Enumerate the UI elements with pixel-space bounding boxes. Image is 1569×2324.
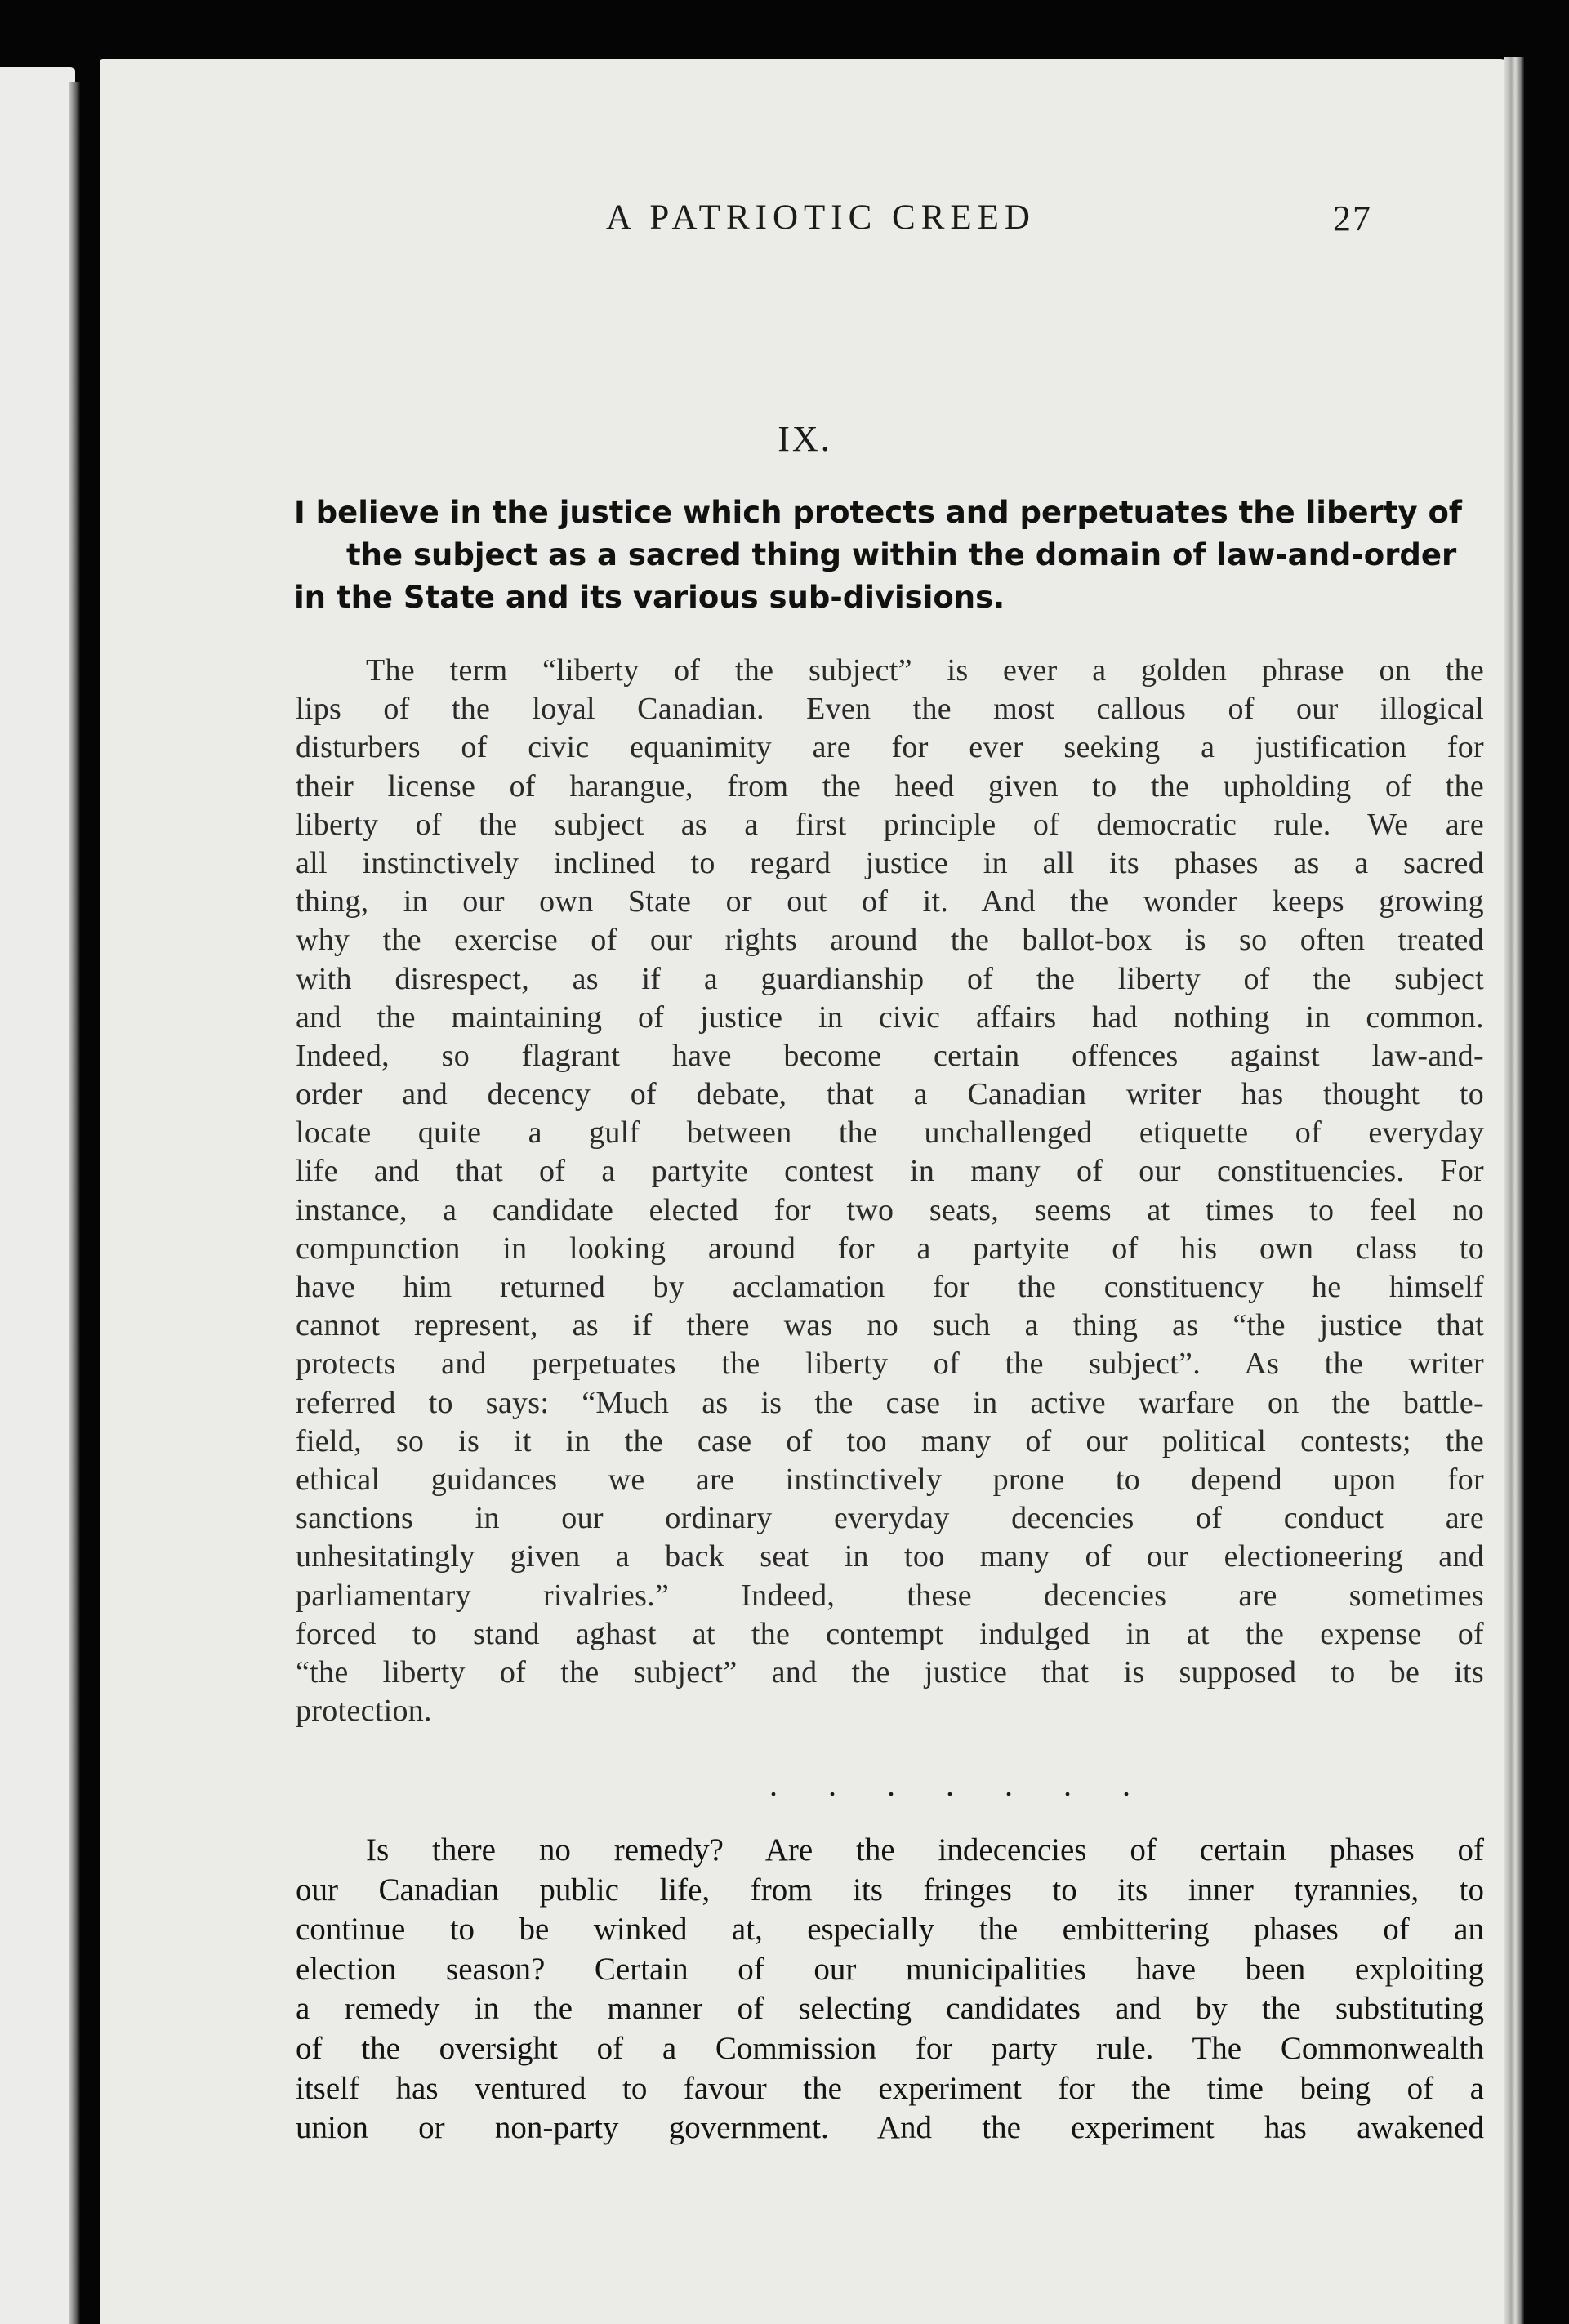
- text-line: with disrespect, as if a guardianship of the liberty of the subject: [296, 961, 1484, 996]
- text-line: locate quite a gulf between the unchallenged etiquette of everyday: [296, 1115, 1484, 1151]
- book-gutter-shadow: [69, 82, 80, 2324]
- text-line: and the maintaining of justice in civic affairs had nothing in common.: [296, 999, 1484, 1035]
- text-line: Indeed, so flagrant have become certain offences against law-and-: [296, 1038, 1484, 1073]
- text-line: their license of harangue, from the heed given to the upholding of the: [296, 768, 1484, 804]
- text-line: election season? Certain of our municipalities have been exploiting: [296, 1951, 1484, 1987]
- text-line: continue to be winked at, especially the embittering phases of an: [296, 1912, 1484, 1948]
- text-line: life and that of a partyite contest in many of our constituencies. For: [296, 1154, 1484, 1189]
- text-line: thing, in our own State or out of it. And the wonder keeps growing: [296, 884, 1484, 919]
- text-line: field, so is it in the case of too many of our political contests; the: [296, 1423, 1484, 1458]
- text-line: Is there no remedy? Are the indecencies of certain phases of: [366, 1832, 1484, 1868]
- facing-page-edge: [0, 67, 75, 2324]
- text-line: liberty of the subject as a first principle of democratic rule. We are: [296, 807, 1484, 842]
- text-line: protection.: [296, 1694, 432, 1729]
- text-line: a remedy in the manner of selecting candidates and by the substituting: [296, 1991, 1484, 2027]
- text-line: disturbers of civic equanimity are for ever seeking a justification for: [296, 730, 1484, 765]
- text-line: lips of the loyal Canadian. Even the most callous of our illogical: [296, 692, 1484, 727]
- text-line: order and decency of debate, that a Canadian writer has thought to: [296, 1077, 1484, 1112]
- text-line: itself has ventured to favour the experiment for the time being of a: [296, 2070, 1484, 2106]
- creed-line: in the State and its various sub-divisions.: [294, 580, 1005, 615]
- book-page: [100, 59, 1510, 2324]
- creed-line: I believe in the justice which protects and perpetuates the liberty of: [294, 495, 1462, 530]
- text-line: “the liberty of the subject” and the justice that is supposed to be its: [296, 1654, 1484, 1690]
- creed-statement: [294, 492, 1487, 619]
- text-line: why the exercise of our rights around the ballot-box is so often treated: [296, 923, 1484, 958]
- text-line: parliamentary rivalries.” Indeed, these decencies are sometimes: [296, 1578, 1484, 1613]
- text-line: union or non-party government. And the experiment has awakened: [296, 2110, 1484, 2146]
- paragraph-2: [296, 1831, 1484, 2148]
- text-line: our Canadian public life, from its fringes to its inner tyrannies, to: [296, 1872, 1484, 1908]
- text-line: The term “liberty of the subject” is ever a golden phrase on the: [366, 653, 1484, 688]
- text-line: referred to says: “Much as is the case in active warfare on the battle-: [296, 1385, 1484, 1420]
- page-number: 27: [1333, 198, 1372, 238]
- section-number: IX.: [778, 419, 832, 459]
- running-title: A PATRIOTIC CREED: [606, 198, 1036, 237]
- page-stack-edge: [1504, 57, 1524, 2324]
- creed-line: the subject as a sacred thing within the domain of law-and-order: [346, 537, 1457, 572]
- text-line: instance, a candidate elected for two seats, seems at times to feel no: [296, 1192, 1484, 1227]
- text-line: forced to stand aghast at the contempt indulged in at the expense of: [296, 1616, 1484, 1651]
- text-line: unhesitatingly given a back seat in too many of our electioneering and: [296, 1539, 1484, 1574]
- text-line: ethical guidances we are instinctively prone to depend upon for: [296, 1462, 1484, 1497]
- running-head: [100, 198, 1510, 247]
- text-line: cannot represent, as if there was no such a thing as “the justice that: [296, 1308, 1484, 1343]
- text-line: compunction in looking around for a partyite of his own class to: [296, 1231, 1484, 1266]
- section-separator: . . . . . . .: [769, 1766, 1152, 1803]
- text-line: sanctions in our ordinary everyday decencies of conduct are: [296, 1501, 1484, 1536]
- text-line: protects and perpetuates the liberty of the subject”. As the writer: [296, 1347, 1484, 1382]
- paragraph-1: [296, 652, 1484, 1730]
- text-line: all instinctively inclined to regard justice in all its phases as a sacred: [296, 845, 1484, 880]
- text-line: of the oversight of a Commission for party rule. The Commonwealth: [296, 2030, 1484, 2066]
- text-line: have him returned by acclamation for the constituency he himself: [296, 1270, 1484, 1304]
